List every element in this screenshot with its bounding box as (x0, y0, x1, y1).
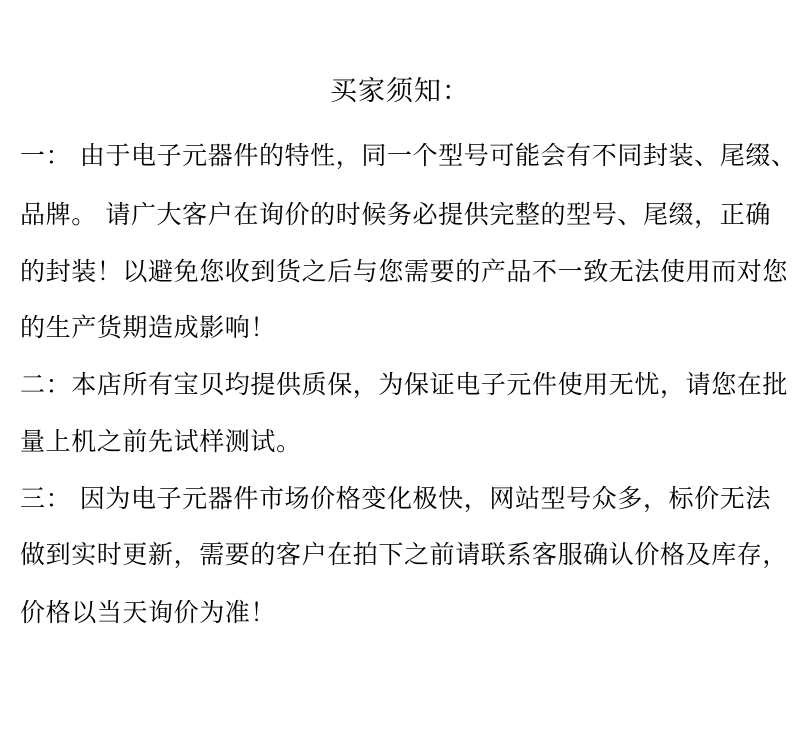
notice-line-8: 做到实时更新，需要的客户在拍下之前请联系客服确认价格及库存， (20, 540, 789, 569)
notice-line-4: 的生产货期造成影响！ (20, 313, 277, 342)
notice-line-7: 三： 因为电子元器件市场价格变化极快，网站型号众多，标价无法 (20, 484, 771, 513)
notice-line-6: 量上机之前先试样测试。 (20, 427, 302, 456)
notice-line-5: 二：本店所有宝贝均提供质保，为保证电子元件使用无忧，请您在批 (20, 370, 789, 399)
notice-line-2: 品牌。 请广大客户在询价的时候务必提供完整的型号、尾缀，正确 (20, 200, 771, 229)
notice-line-3: 的封装！以避免您收到货之后与您需要的产品不一致无法使用而对您 (20, 257, 789, 286)
notice-title: 买家须知： (330, 76, 470, 107)
notice-line-9: 价格以当天询价为准！ (20, 598, 277, 627)
notice-line-1: 一： 由于电子元器件的特性，同一个型号可能会有不同封装、尾缀、 (20, 141, 797, 170)
